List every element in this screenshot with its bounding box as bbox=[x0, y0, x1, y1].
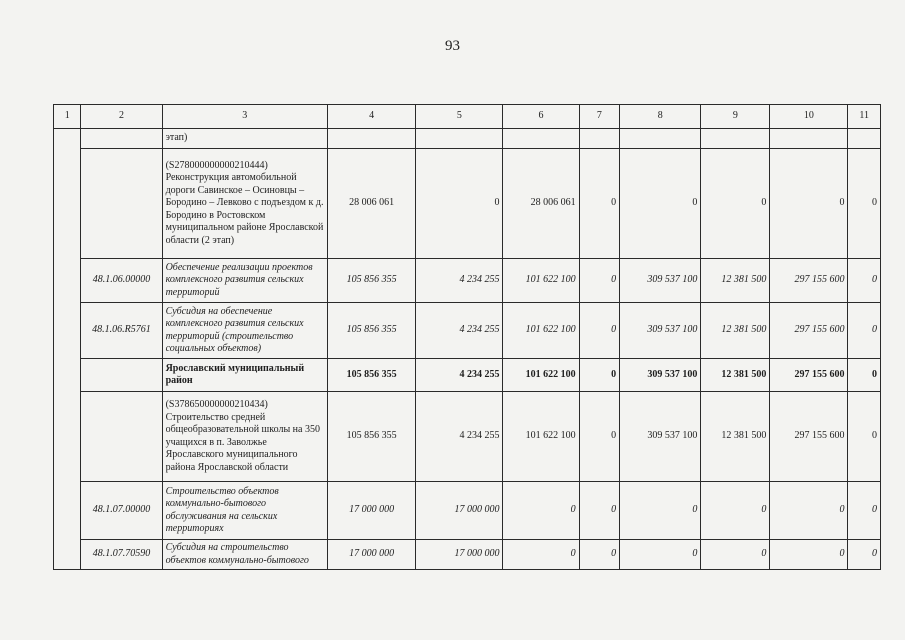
value-cell: 0 bbox=[848, 149, 881, 259]
header-cell: 10 bbox=[770, 105, 848, 129]
value-cell: 12 381 500 bbox=[701, 303, 770, 359]
value-cell: 4 234 255 bbox=[416, 359, 503, 392]
value-cell: 0 bbox=[416, 149, 503, 259]
value-cell: 0 bbox=[579, 392, 620, 482]
value-cell: 0 bbox=[848, 540, 881, 570]
value-cell: 12 381 500 bbox=[701, 259, 770, 303]
value-cell bbox=[327, 129, 415, 149]
value-cell: 17 000 000 bbox=[416, 482, 503, 540]
value-cell: 105 856 355 bbox=[327, 392, 415, 482]
name-cell: Строительство объектов коммунально-бытового обслуживания на сельских территориях bbox=[162, 482, 327, 540]
name-cell: Субсидия на строительство объектов коммунально-бытового bbox=[162, 540, 327, 570]
value-cell bbox=[770, 129, 848, 149]
table-row bbox=[54, 392, 881, 482]
value-cell: 105 856 355 bbox=[327, 303, 415, 359]
value-cell: 0 bbox=[579, 259, 620, 303]
value-cell: 105 856 355 bbox=[327, 359, 415, 392]
value-cell: 0 bbox=[579, 359, 620, 392]
value-cell bbox=[848, 129, 881, 149]
code-cell bbox=[81, 392, 162, 482]
name-cell: этап) bbox=[162, 129, 327, 149]
name-cell: (S378650000000210434) Строительство средней общеобразовательной школы на 350 учащихся в п. Заволжье Ярославского муниципального района Ярославской области bbox=[162, 392, 327, 482]
value-cell: 0 bbox=[579, 540, 620, 570]
code-cell: 48.1.06.00000 bbox=[81, 259, 162, 303]
value-cell: 4 234 255 bbox=[416, 392, 503, 482]
value-cell bbox=[701, 129, 770, 149]
value-cell: 0 bbox=[620, 149, 701, 259]
value-cell: 0 bbox=[848, 392, 881, 482]
code-cell: 48.1.07.00000 bbox=[81, 482, 162, 540]
value-cell: 4 234 255 bbox=[416, 303, 503, 359]
code-cell: 48.1.07.70590 bbox=[81, 540, 162, 570]
value-cell: 297 155 600 bbox=[770, 259, 848, 303]
code-cell bbox=[81, 149, 162, 259]
value-cell bbox=[579, 129, 620, 149]
header-cell: 4 bbox=[327, 105, 415, 129]
value-cell: 0 bbox=[848, 259, 881, 303]
value-cell: 105 856 355 bbox=[327, 259, 415, 303]
value-cell: 12 381 500 bbox=[701, 392, 770, 482]
value-cell: 17 000 000 bbox=[327, 482, 415, 540]
value-cell: 101 622 100 bbox=[503, 303, 579, 359]
value-cell bbox=[620, 129, 701, 149]
row-number-cell bbox=[54, 129, 81, 570]
value-cell: 28 006 061 bbox=[327, 149, 415, 259]
table-row bbox=[54, 482, 881, 540]
header-cell: 7 bbox=[579, 105, 620, 129]
value-cell: 309 537 100 bbox=[620, 303, 701, 359]
header-cell: 2 bbox=[81, 105, 162, 129]
table-row bbox=[54, 303, 881, 359]
value-cell: 0 bbox=[848, 359, 881, 392]
value-cell: 0 bbox=[770, 149, 848, 259]
name-cell: Ярославский муниципальный район bbox=[162, 359, 327, 392]
value-cell bbox=[503, 129, 579, 149]
value-cell: 0 bbox=[848, 482, 881, 540]
value-cell: 309 537 100 bbox=[620, 359, 701, 392]
value-cell: 0 bbox=[620, 540, 701, 570]
value-cell: 0 bbox=[503, 482, 579, 540]
header-cell: 9 bbox=[701, 105, 770, 129]
table-row bbox=[54, 149, 881, 259]
value-cell: 0 bbox=[579, 303, 620, 359]
name-cell: Субсидия на обеспечение комплексного развития сельских территорий (строительство социальных объектов) bbox=[162, 303, 327, 359]
table-row bbox=[54, 359, 881, 392]
value-cell: 297 155 600 bbox=[770, 392, 848, 482]
code-cell bbox=[81, 359, 162, 392]
table-row bbox=[54, 259, 881, 303]
value-cell: 0 bbox=[579, 482, 620, 540]
value-cell: 0 bbox=[503, 540, 579, 570]
value-cell: 0 bbox=[701, 149, 770, 259]
value-cell: 0 bbox=[770, 540, 848, 570]
table-header-row bbox=[54, 105, 881, 129]
page-number: 93 bbox=[445, 38, 460, 54]
value-cell: 101 622 100 bbox=[503, 392, 579, 482]
header-cell: 11 bbox=[848, 105, 881, 129]
value-cell: 309 537 100 bbox=[620, 392, 701, 482]
value-cell: 309 537 100 bbox=[620, 259, 701, 303]
code-cell: 48.1.06.R5761 bbox=[81, 303, 162, 359]
value-cell: 0 bbox=[620, 482, 701, 540]
value-cell: 17 000 000 bbox=[416, 540, 503, 570]
table-row bbox=[54, 129, 881, 149]
code-cell bbox=[81, 129, 162, 149]
value-cell: 4 234 255 bbox=[416, 259, 503, 303]
header-cell: 8 bbox=[620, 105, 701, 129]
value-cell: 17 000 000 bbox=[327, 540, 415, 570]
value-cell: 101 622 100 bbox=[503, 359, 579, 392]
value-cell: 12 381 500 bbox=[701, 359, 770, 392]
value-cell: 0 bbox=[848, 303, 881, 359]
header-cell: 6 bbox=[503, 105, 579, 129]
value-cell: 0 bbox=[701, 540, 770, 570]
value-cell: 297 155 600 bbox=[770, 359, 848, 392]
value-cell: 28 006 061 bbox=[503, 149, 579, 259]
budget-table bbox=[53, 104, 881, 570]
value-cell: 0 bbox=[770, 482, 848, 540]
value-cell: 0 bbox=[579, 149, 620, 259]
value-cell: 297 155 600 bbox=[770, 303, 848, 359]
header-cell: 1 bbox=[54, 105, 81, 129]
name-cell: Обеспечение реализации проектов комплексного развития сельских территорий bbox=[162, 259, 327, 303]
header-cell: 5 bbox=[416, 105, 503, 129]
value-cell: 101 622 100 bbox=[503, 259, 579, 303]
table-row bbox=[54, 540, 881, 570]
name-cell: (S278000000000210444) Реконструкция автомобильной дороги Савинское – Осиновцы – Бородино – Левково с подъездом к д. Бородино в Ростовском муниципальном районе Ярославской области (2 этап) bbox=[162, 149, 327, 259]
value-cell bbox=[416, 129, 503, 149]
header-cell: 3 bbox=[162, 105, 327, 129]
value-cell: 0 bbox=[701, 482, 770, 540]
